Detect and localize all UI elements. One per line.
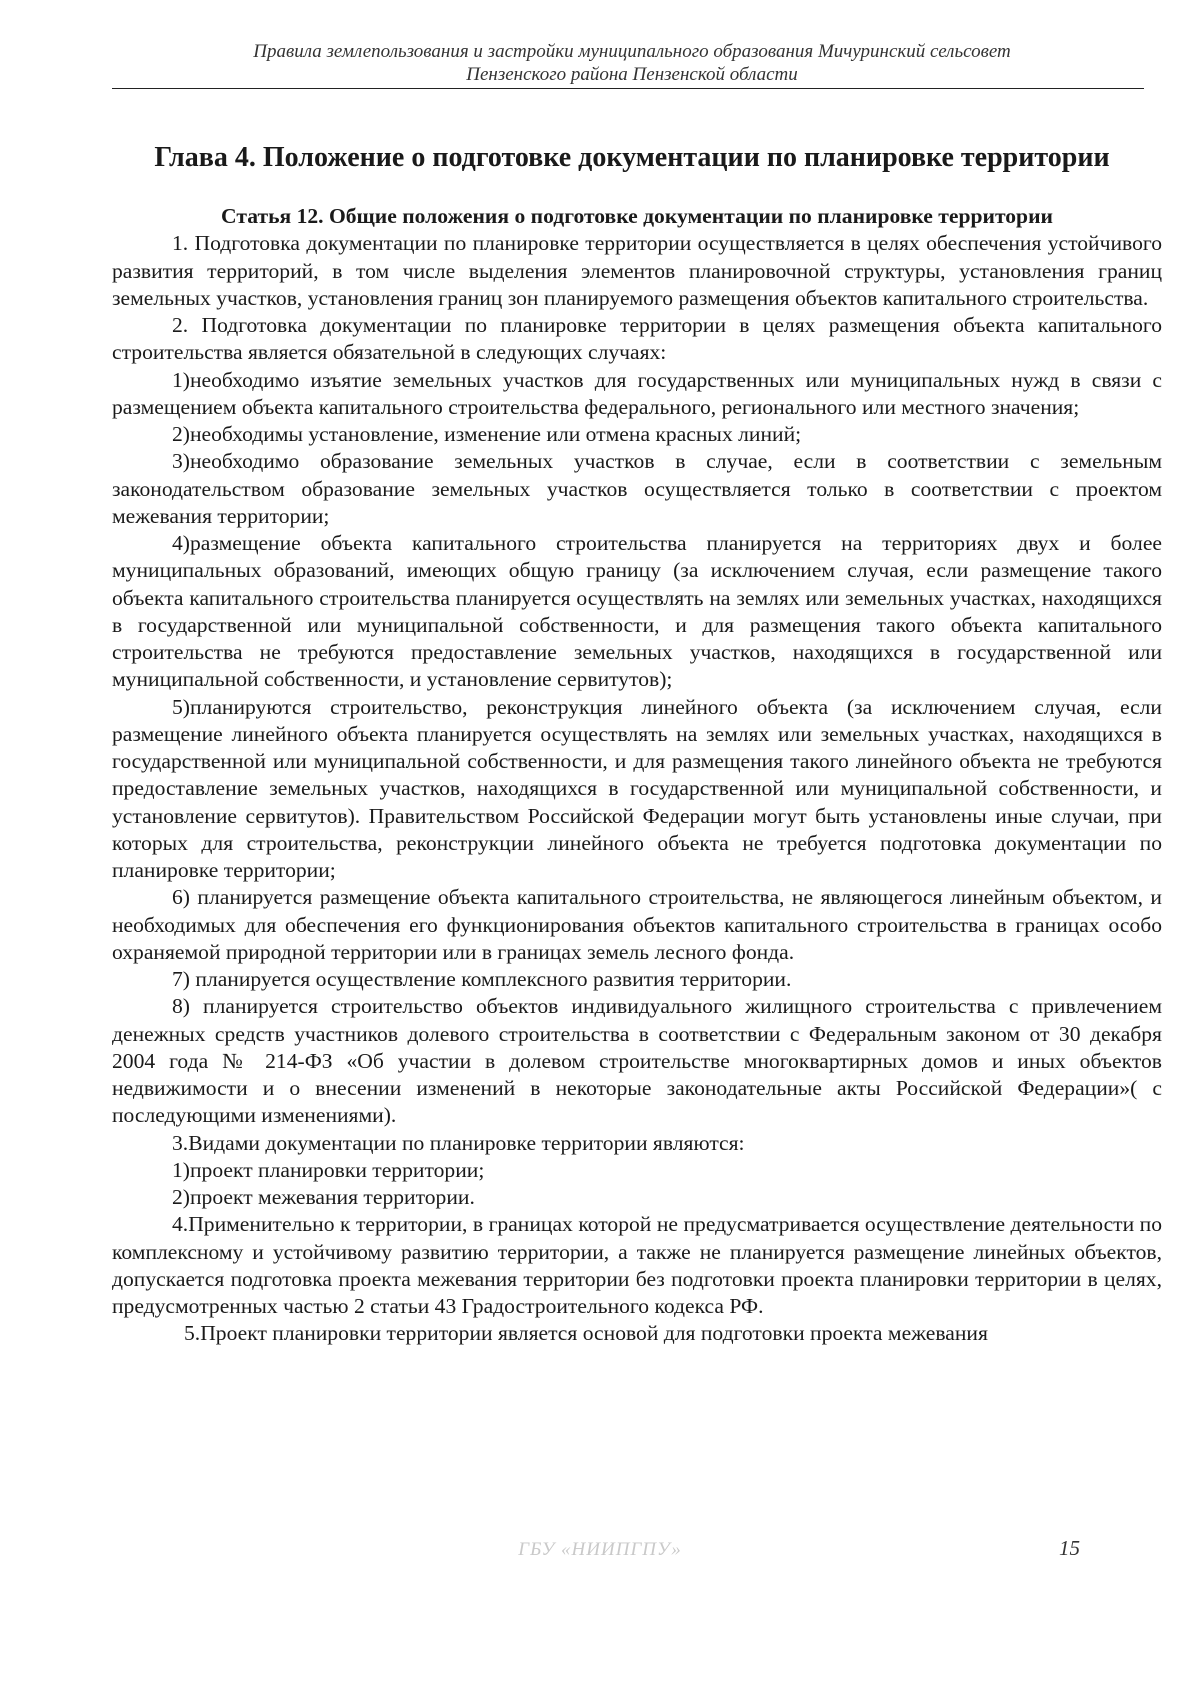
paragraph-2: 2. Подготовка документации по планировке территории в целях размещения объекта капитального строительства является обязательной в следующих случаях: — [112, 313, 1162, 365]
list-item-4: 4)размещение объекта капитального строительства планируется на территориях двух и более муниципальных образований, имеющих общую границу (за исключением случая, если размещение такого объекта капитального строительства планируется осуществлять на землях или земельных участках, находящихся в государственной или муниципальной собственности, и для размещения такого объекта капитального строительства не требуются предоставление земельных участков, находящихся в государственной или муниципальной собственности, и установление сервитутов); — [112, 531, 1162, 692]
list-item-5: 5)планируются строительство, реконструкция линейного объекта (за исключением случая, если размещение линейного объекта планируется осуществлять на землях или земельных участках, находящихся в государственной или муниципальной собственности, и для размещения такого линейного объекта не требуются предоставление земельных участков, находящихся в государственной или муниципальной собственности, и установление сервитутов). Правительством Российской Федерации могут быть установлены иные случаи, при которых для строительства, реконструкции линейного объекта не требуется подготовка документации по планировке территории; — [112, 694, 1162, 882]
page-number: 15 — [1059, 1536, 1080, 1560]
doc-type-1: 1)проект планировки территории; — [172, 1157, 485, 1182]
list-item-3: 3)необходимо образование земельных участков в случае, если в соответствии с земельным законодательством образование земельных участков осуществляется только в соответствии с проектом межевания территории; — [112, 449, 1162, 528]
list-item-2: 2)необходимы установление, изменение или отмена красных линий; — [172, 422, 802, 446]
doc-type-2: 2)проект межевания территории. — [172, 1185, 475, 1209]
header-line-2: Пензенского района Пензенской области — [466, 64, 798, 85]
header-line-1: Правила землепользования и застройки муниципального образования Мичуринский сельсовет — [253, 41, 1011, 62]
paragraph-5: 5.Проект планировки территории является основой для подготовки проекта межевания — [184, 1321, 988, 1346]
list-item-7: 7) планируется осуществление комплексного развития территории. — [172, 967, 792, 991]
paragraph-1: 1. Подготовка документации по планировке территории осуществляется в целях обеспечения устойчивого развития территорий, в том числе выделения элементов планировочной структуры, установления границ земельных участков, установления границ зон планируемого размещения объектов капитального строительства. — [112, 231, 1162, 310]
list-item-6: 6) планируется размещение объекта капитального строительства, не являющегося линейным объектом, и необходимых для обеспечения его функционирования объектов капитального строительства в границах особо охраняемой природной территории или в границах земель лесного фонда. — [112, 885, 1162, 964]
paragraph-4: 4.Применительно к территории, в границах которой не предусматривается осуществление деятельности по комплексному и устойчивому развитию территории, а также не планируется размещение линейных объектов, допускается подготовка проекта межевания территории без подготовки проекта планировки территории в целях, предусмотренных частью 2 статьи 43 Градостроительного кодекса РФ. — [112, 1212, 1162, 1318]
paragraph-3: 3.Видами документации по планировке территории являются: — [172, 1130, 745, 1155]
list-item-8: 8) планируется строительство объектов индивидуального жилищного строительства с привлечением денежных средств участников долевого строительства в соответствии с Федеральным законом от 30 декабря 2004 года № 214-ФЗ «Об участии в долевом строительстве многоквартирных домов и иных объектов недвижимости и о внесении изменений в некоторые законодательные акты Российской Федерации»( с последующими изменениями). — [112, 994, 1162, 1128]
document-body — [112, 203, 1162, 1348]
running-header — [112, 40, 1152, 86]
footer-organization: ГБУ «НИИПГПУ» — [518, 1539, 682, 1560]
article-title: Статья 12. Общие положения о подготовке документации по планировке территории — [221, 204, 1053, 228]
chapter-title: Глава 4. Положение о подготовке документации по планировке территории — [154, 142, 1110, 173]
list-item-1: 1)необходимо изъятие земельных участков для государственных или муниципальных нужд в связи с размещением объекта капитального строительства федерального, регионального или местного значения; — [112, 367, 1162, 419]
header-rule — [112, 88, 1144, 89]
